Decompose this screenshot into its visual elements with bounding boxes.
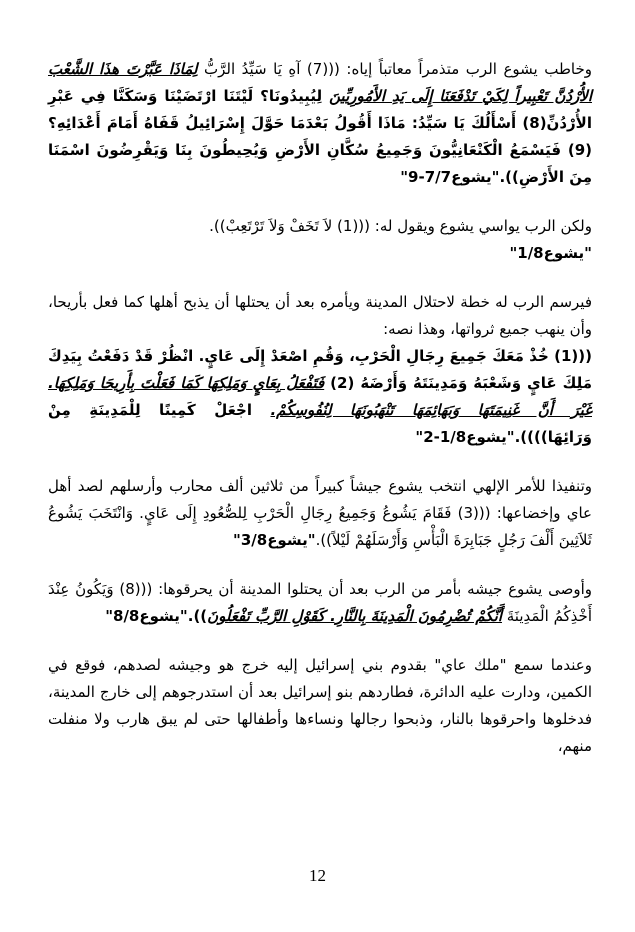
page-body: [48, 56, 592, 760]
page-number: 12: [309, 866, 326, 885]
burning-intro: وأوصى يشوع جيشه بأمر من الرب بعد أن يحتلوا المدينة أن يحرقوها: (((8) وَيَكُونُ عِنْدَ أَخْذِكُمُ الْمَدِينَةَ: [48, 580, 592, 625]
paragraph-plan: [48, 289, 592, 343]
paragraph-ambush: [48, 652, 592, 760]
command-continuation: اجْعَلْ كَمِينًا لِلْمَدِينَةِ مِنْ وَرَائِهَا)))).: [48, 401, 592, 446]
ambush-text: وعندما سمع "ملك عاي" بقدوم بني إسرائيل إليه خرج هو وجيشه لصدهم، فوقع في الكمين، ودارت عليه الدائرة، فطاردهم بنو إسرائيل بعد أن استدرجوهم إلى خارج المدينة، فدخلوها واحرقوها بالنار، وذبحوا رجالها ونساءها وأطفالها حتى لم يبق هارب ولا منفلت منهم،: [48, 656, 592, 755]
army-reference: "يشوع3/8": [233, 531, 316, 549]
paragraph-complaint: [48, 56, 592, 191]
complaint-continuation: لِيُبِيدُونَا؟ لَيْتَنَا ارْتَضَيْنَا وَسَكَنَّا فِي عَبْرِ الأُرْدُنِّ(8) أَسْأَلُكَ يَا سَيِّدُ: مَاذَا أَقُولُ بَعْدَمَا حَوَّلَ إِسْرَائِيلُ قَفَاهُ أَمَامَ أَعْدَائِهِ؟(9) فَيَسْمَعُ الْكَنْعَانِيُّونَ وَجَمِيعُ سُكَّانِ الأَرْضِ وَيُحِيطُونَ بِنَا وَيَقْرِضُونَ اسْمَنَا مِنَ الأَرْضِ)).: [48, 87, 592, 186]
command-underlined: فَتَفْعَلُ بِعَايٍ وَمَلِكِهَا كَمَا فَعَلْتَ بِأَرِيحَا وَمَلِكِهَا. غَيْرَ أَنَّ غَنِيمَتَهَا وَبَهَائِمَهَا تَنْهَبُونَهَا لِنُفُوسِكُمْ.: [48, 374, 592, 419]
complaint-reference: "يشوع7/7-9": [400, 168, 500, 186]
burning-underlined: أَنَّكُمْ تُضْرِمُونَ الْمَدِينَةَ بِالنَّارِ. كَقَوْلِ الرَّبِّ تَفْعَلُونَ: [207, 607, 502, 625]
paragraph-burning: [48, 576, 592, 630]
burning-continuation: )).: [187, 607, 208, 625]
consolation-reference: "يشوع1/8": [509, 244, 592, 262]
command-reference: "يشوع1/8-2": [415, 428, 515, 446]
complaint-intro: وخاطب يشوع الرب متذمراً معاتباً إياه: (((7) آهِ يَا سَيِّدُ الرَّبُّ: [197, 60, 592, 78]
burning-reference: "يشوع8/8": [105, 607, 188, 625]
army-text: وتنفيذا للأمر الإلهي انتخب يشوع جيشاً كبيراً من ثلاثين ألف محارب وأرسلهم لصد أهل عاي وإخضاعها: (((3) فَقَامَ يَشُوعُ وَجَمِيعُ رِجَالِ الْحَرْبِ لِلصُّعُودِ إِلَى عَايٍ. وَانْتَخَبَ يَشُوعُ ثَلاَثِينَ أَلْفَ رَجُلٍ جَبَابِرَةَ الْبَأْسِ وَأَرْسَلَهُمْ لَيْلاً)).: [48, 477, 592, 549]
paragraph-army: [48, 473, 592, 554]
complaint-underlined: لِمَاذَا عَبَّرْتَ هذَا الشَّعْبَ الأُرْدُنَّ تَعْبِيراً لِكَيْ تَدْفَعَنَا إِلَى يَدِ الأَمُورِيِّينَ: [48, 60, 592, 105]
plan-text: فيرسم الرب له خطة لاحتلال المدينة ويأمره بعد أن يحتلها أن يذبح أهلها كما فعل بأريحا، وأن ينهب جميع ثرواتها، وهذا نصه:: [48, 293, 592, 338]
paragraph-consolation: [48, 213, 592, 267]
command-intro: (((1) خُذْ مَعَكَ جَمِيعَ رِجَالِ الْحَرْبِ، وَقُمِ اصْعَدْ إِلَى عَايٍ. انْظُرْ قَدْ دَفَعْتُ بِيَدِكَ مَلِكَ عَايٍ وَشَعْبَهُ وَمَدِينَتَهُ وَأَرْضَهُ (2): [48, 347, 593, 392]
paragraph-command: [48, 343, 592, 451]
consolation-text: ولكن الرب يواسي يشوع ويقول له: (((1) لاَ تَخَفْ وَلاَ تَرْتَعِبْ)).: [209, 217, 592, 235]
